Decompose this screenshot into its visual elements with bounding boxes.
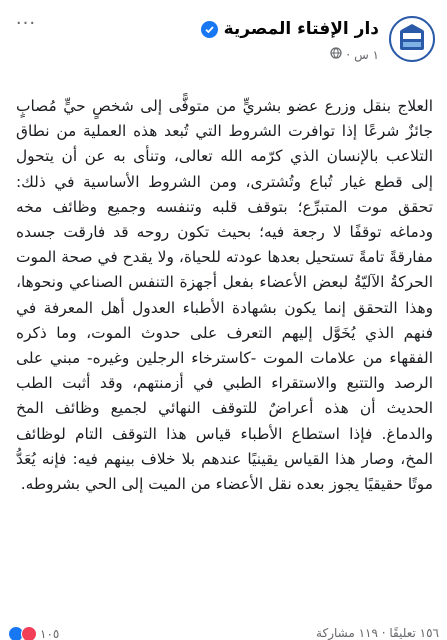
- reactions-summary[interactable]: [8, 626, 59, 640]
- post-meta: [330, 47, 379, 62]
- more-options-icon[interactable]: ···: [15, 13, 37, 34]
- love-reaction-icon: [21, 626, 37, 640]
- stats-separator: ·: [377, 626, 390, 640]
- comments-count[interactable]: ١٥٦ تعليقًا: [389, 626, 439, 640]
- dar-al-iftaa-logo-icon: [391, 18, 433, 60]
- footer-stats: [316, 626, 439, 640]
- page-avatar[interactable]: [389, 16, 435, 62]
- page-name[interactable]: دار الإفتاء المصرية: [223, 19, 379, 39]
- post-body-text: العلاج بنقل وزرع عضو بشريٍّ من متوفًّى إلى شخصٍ حيٍّ مُصابٍ جائزٌ شرعًا إذا توافرت الشروط التي تُبعد هذه العملية من نطاق التلاعب بالإنسان الذي كرّمه الله تعالى، وتنأى به عن أن يتحول إلى قطع غيار تُباع وتُشترى، ومن الشروط الأساسية في ذلك: تحقق موت المتبرِّع؛ بتوقف قلبه وتنفسه وجميع وظائف مخه ودماغه توقفًا لا رجعة فيه؛ بحيث تكون روحه قد فارقت جسده مفارقةً تامةً تستحيل بعدها عودته للحياة، ولا يقدح في صحة الموت الحركةُ الآليّةُ لبعض الأعضاء بفعل أجهزة التنفس الصناعي ونحوها، وهذا التحقق إنما يكون بشهادة الأطباء العدول أهل المعرفة في فنهم الذي يُخَوَّل إليهم التعرف على حدوث الموت، وما ذكره الفقهاء من علامات الموت -كاسترخاء الرجلين وغيره- مبني على الرصد والتتبع والاستقراء الطبي في أزمنتهم، وقد أثبت الطب الحديث أن هذه أعراضٌ للتوقف النهائي لجميع وظائف المخ والدماغ. فإذا استطاع الأطباء قياس هذا التوقف التام لوظائف المخ، وصار هذا القياس يقينيًا عندهم بلا خلاف بينهم فيه: فإنه يُعَدُّ موتًا حقيقيًا يجوز بعده نقل الأعضاء من الميت إلى الحي بشروطه.: [16, 97, 433, 494]
- verified-badge-icon: [201, 21, 218, 38]
- meta-separator: ·: [346, 47, 351, 62]
- post-footer: [0, 624, 447, 640]
- globe-icon: [330, 47, 342, 62]
- shares-count[interactable]: ١١٩ مشاركة: [316, 626, 378, 640]
- post-header: [0, 0, 447, 92]
- page-name-row: [201, 19, 379, 39]
- post-timestamp[interactable]: ١ س: [354, 47, 379, 62]
- reactions-count: ١٠٥: [40, 627, 60, 640]
